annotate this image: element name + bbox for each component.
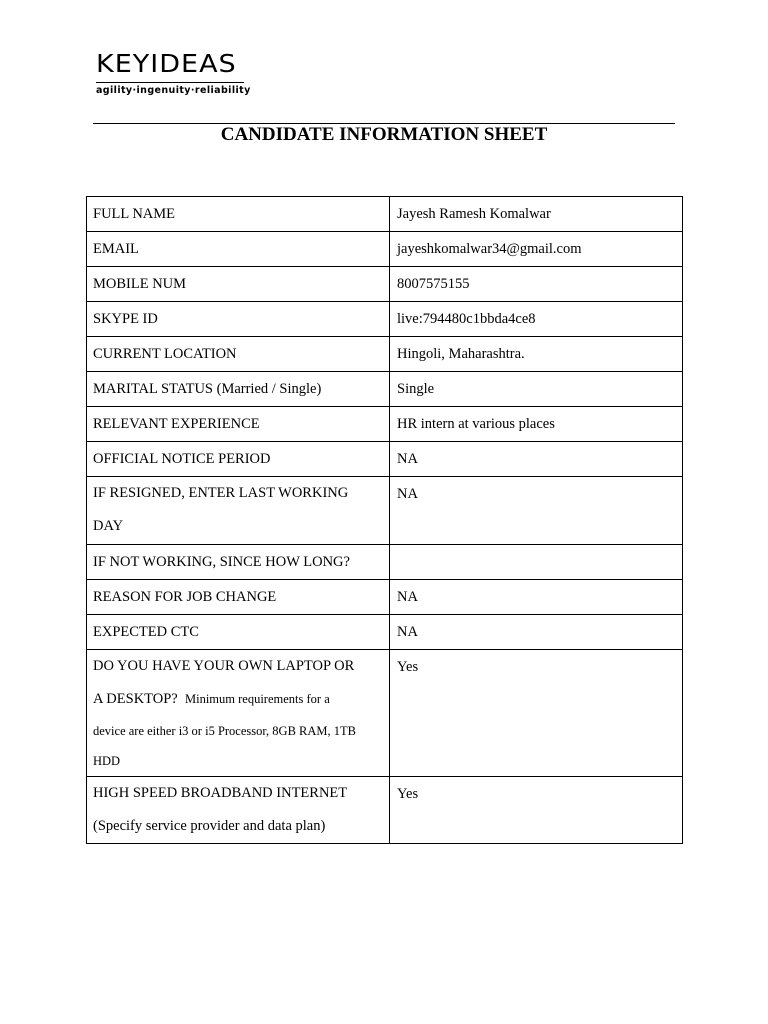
row-label-line: (Specify service provider and data plan) [93,818,326,834]
table-row-mobile [87,267,683,302]
row-value: Hingoli, Maharashtra. [390,337,683,372]
page-title: CANDIDATE INFORMATION SHEET [220,124,548,145]
row-value: NA [390,477,683,545]
row-value: Jayesh Ramesh Komalwar [390,197,683,232]
table-row-skype [87,302,683,337]
table-row-laptop [87,650,683,777]
row-label-note: device are either i3 or i5 Processor, 8GB RAM, 1TB [93,724,356,738]
row-label: REASON FOR JOB CHANGE [87,580,390,615]
row-value: NA [390,442,683,477]
row-value: NA [390,615,683,650]
table-row-email [87,232,683,267]
candidate-info-table [86,196,683,844]
row-label [87,777,390,844]
row-label: CURRENT LOCATION [87,337,390,372]
row-label-note: HDD [93,754,121,768]
table-row-broadband [87,777,683,844]
row-value: NA [390,580,683,615]
row-label: IF NOT WORKING, SINCE HOW LONG? [87,545,390,580]
table-row-last-working-day [87,477,683,545]
table-row-job-change [87,580,683,615]
row-label-note: Minimum requirements for a [184,692,330,706]
row-label-line: HIGH SPEED BROADBAND INTERNET [93,785,348,801]
row-label [87,650,390,777]
row-label: EXPECTED CTC [87,615,390,650]
table-row-location [87,337,683,372]
row-label: RELEVANT EXPERIENCE [87,407,390,442]
row-label: FULL NAME [87,197,390,232]
row-label: SKYPE ID [87,302,390,337]
row-value: jayeshkomalwar34@gmail.com [390,232,683,267]
row-label: MOBILE NUM [87,267,390,302]
row-label-line: DAY [93,518,124,534]
row-label: MARITAL STATUS (Married / Single) [87,372,390,407]
logo-tagline: agility·ingenuity·reliability [96,85,251,96]
row-value: Yes [390,650,683,777]
row-label-line: DO YOU HAVE YOUR OWN LAPTOP OR [93,658,355,674]
table-row-full-name [87,197,683,232]
logo-underline [96,82,244,83]
row-label-line: IF RESIGNED, ENTER LAST WORKING [93,485,349,501]
row-label: EMAIL [87,232,390,267]
row-value: Single [390,372,683,407]
table-row-marital-status [87,372,683,407]
table-row-expected-ctc [87,615,683,650]
row-label-line [93,683,383,716]
company-logo [96,52,256,96]
table-row-notice-period [87,442,683,477]
row-value: live:794480c1bbda4ce8 [390,302,683,337]
row-value [390,545,683,580]
table-row-experience [87,407,683,442]
row-label-question: A DESKTOP? [93,691,178,707]
row-value: 8007575155 [390,267,683,302]
row-label: OFFICIAL NOTICE PERIOD [87,442,390,477]
table-row-not-working [87,545,683,580]
row-label [87,477,390,545]
logo-wordmark: KEYIDEAS [96,50,237,79]
row-value: HR intern at various places [390,407,683,442]
row-value: Yes [390,777,683,844]
